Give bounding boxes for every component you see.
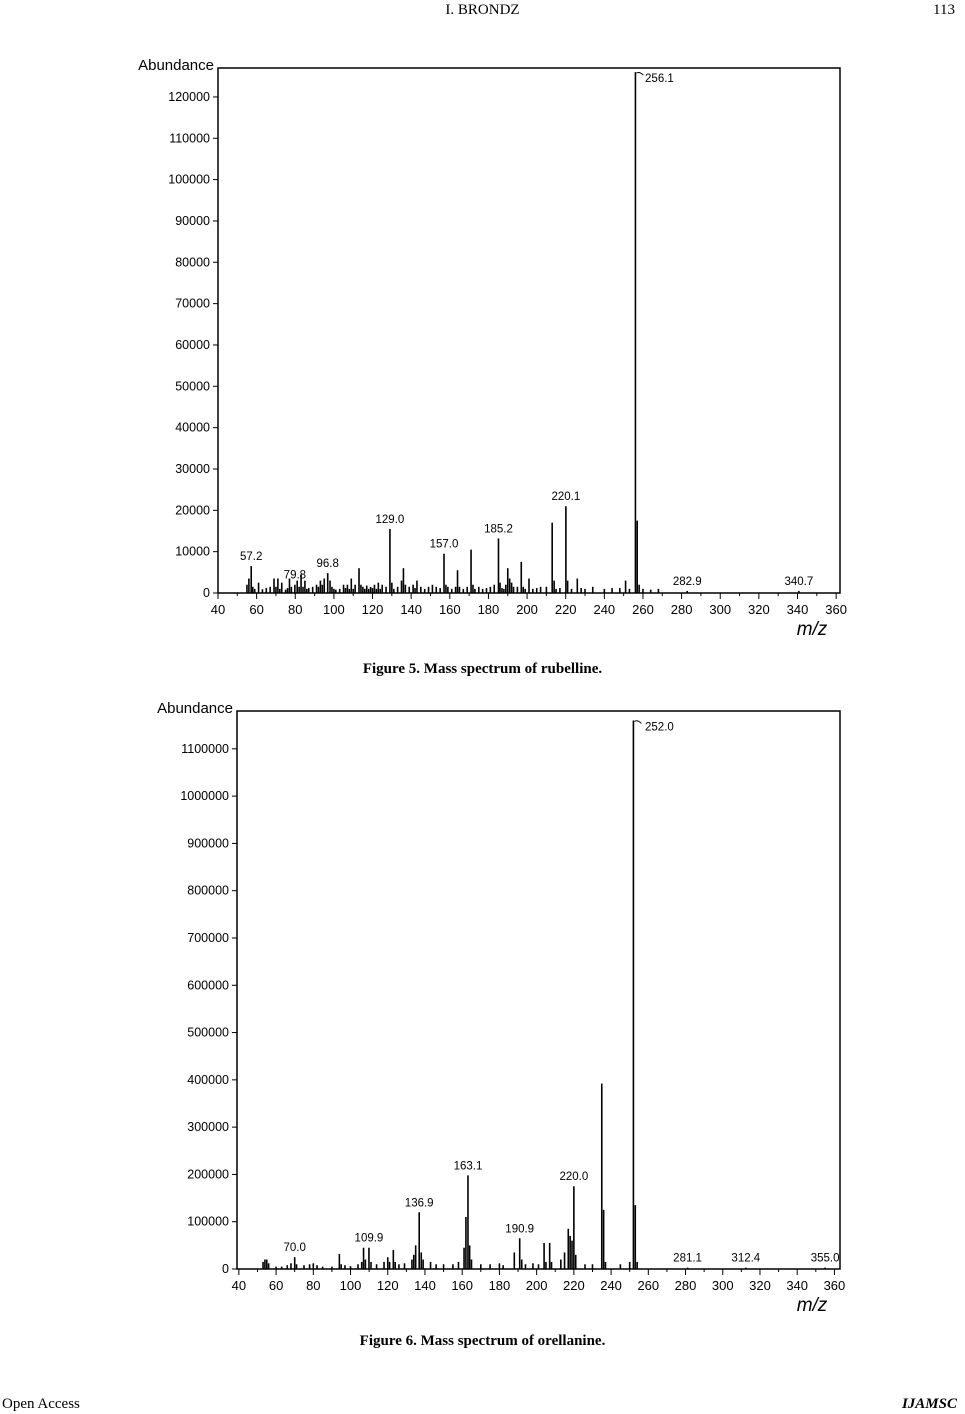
- x-tick-label: 320: [748, 602, 770, 617]
- y-axis-label: Abundance: [157, 700, 233, 717]
- x-tick-label: 80: [288, 602, 303, 617]
- y-tick-label: 0: [203, 586, 210, 600]
- peak-label: 79.8: [283, 569, 307, 582]
- x-axis-label: m/z: [796, 1295, 828, 1316]
- peak-label: 220.0: [559, 1171, 589, 1184]
- x-axis-label: m/z: [796, 619, 828, 640]
- x-tick-label: 360: [825, 602, 847, 617]
- y-tick-label: 10000: [175, 544, 210, 559]
- y-tick-label: 40000: [175, 420, 210, 435]
- y-tick-label: 20000: [175, 503, 210, 518]
- y-tick-label: 110000: [169, 131, 210, 146]
- running-header-author: I. BRONDZ: [445, 2, 520, 18]
- x-tick-label: 320: [749, 1278, 771, 1293]
- y-tick-label: 60000: [175, 337, 210, 352]
- y-tick-label: 700000: [187, 930, 229, 945]
- y-tick-label: 1000000: [180, 789, 229, 804]
- peak-label: 129.0: [375, 513, 405, 526]
- peak-label: 96.8: [316, 558, 339, 571]
- plot-frame: [218, 68, 840, 593]
- x-tick-label: 360: [823, 1278, 846, 1293]
- mass-spectrum-chart-orellanine: [0, 694, 965, 1324]
- peak-label: 340.7: [784, 575, 814, 588]
- y-tick-label: 80000: [175, 255, 210, 270]
- y-tick-label: 90000: [175, 213, 210, 228]
- figure-6-caption: Figure 6. Mass spectrum of orellanine.: [359, 1333, 606, 1349]
- peak-label: 109.9: [354, 1232, 384, 1245]
- x-tick-label: 160: [438, 602, 461, 617]
- y-tick-label: 200000: [187, 1167, 229, 1182]
- annotation-tick: [636, 72, 643, 75]
- peak-label: 185.2: [484, 523, 513, 536]
- x-tick-label: 60: [268, 1278, 284, 1293]
- peak-bars: [247, 72, 799, 593]
- peak-label: 355.0: [810, 1252, 840, 1265]
- x-tick-label: 340: [786, 602, 809, 617]
- y-axis-label: Abundance: [138, 57, 214, 74]
- x-tick-label: 160: [451, 1278, 474, 1293]
- x-tick-label: 220: [563, 1278, 585, 1293]
- plot-frame: [237, 711, 840, 1269]
- x-tick-label: 340: [786, 1278, 809, 1293]
- mass-spectrum-chart-rubelline: [0, 50, 965, 650]
- x-tick-label: 280: [670, 602, 693, 617]
- y-tick-label: 500000: [187, 1025, 229, 1040]
- x-tick-label: 220: [554, 602, 577, 617]
- x-tick-label: 300: [711, 1278, 734, 1293]
- x-tick-label: 100: [323, 602, 345, 617]
- y-tick-label: 50000: [175, 379, 210, 394]
- x-tick-label: 200: [525, 1278, 548, 1293]
- y-tick-label: 800000: [187, 883, 229, 898]
- y-tick-label: 70000: [175, 296, 210, 311]
- x-tick-label: 100: [339, 1278, 362, 1293]
- peak-label: 256.1: [645, 73, 674, 86]
- peak-label: 190.9: [505, 1223, 535, 1236]
- peak-bars: [263, 720, 825, 1269]
- x-tick-label: 120: [361, 602, 384, 617]
- footer-open-access: Open Access: [2, 1396, 80, 1412]
- y-tick-label: 0: [222, 1262, 229, 1276]
- x-tick-label: 120: [376, 1278, 399, 1293]
- peak-label: 281.1: [673, 1252, 702, 1265]
- x-tick-label: 240: [600, 1278, 622, 1293]
- annotation-tick: [634, 721, 641, 724]
- x-tick-label: 60: [249, 602, 264, 617]
- x-tick-label: 180: [488, 1278, 511, 1293]
- y-tick-label: 30000: [175, 461, 210, 476]
- peak-label: 70.0: [283, 1242, 306, 1255]
- figure-5-caption: Figure 5. Mass spectrum of rubelline.: [362, 661, 603, 677]
- x-tick-label: 200: [516, 602, 538, 617]
- y-tick-label: 400000: [187, 1072, 229, 1087]
- peak-label: 163.1: [453, 1160, 483, 1173]
- x-tick-label: 240: [593, 602, 616, 617]
- peak-label: 282.9: [672, 575, 702, 588]
- x-tick-label: 300: [709, 602, 732, 617]
- x-tick-label: 40: [210, 602, 226, 617]
- peak-label: 220.1: [551, 491, 581, 504]
- footer-journal: IJAMSC: [901, 1396, 957, 1412]
- y-tick-label: 100000: [168, 172, 210, 187]
- x-tick-label: 260: [637, 1278, 660, 1293]
- y-tick-label: 100000: [187, 1214, 229, 1229]
- y-tick-label: 1100000: [181, 741, 229, 756]
- peak-label: 312.4: [731, 1252, 761, 1265]
- x-tick-label: 280: [674, 1278, 697, 1293]
- y-tick-label: 600000: [187, 978, 229, 993]
- x-tick-label: 140: [400, 602, 423, 617]
- peak-label: 136.9: [404, 1197, 434, 1210]
- y-tick-label: 120000: [168, 89, 210, 104]
- y-tick-label: 300000: [187, 1120, 229, 1135]
- x-tick-label: 260: [632, 602, 654, 617]
- x-tick-label: 40: [231, 1278, 247, 1293]
- peak-label: 57.2: [240, 551, 263, 564]
- peak-label: 252.0: [645, 721, 674, 734]
- page-number: 113: [933, 2, 955, 18]
- y-tick-label: 900000: [187, 836, 229, 851]
- x-tick-label: 140: [414, 1278, 436, 1293]
- x-tick-label: 80: [306, 1278, 321, 1293]
- x-tick-label: 180: [477, 602, 500, 617]
- peak-label: 157.0: [429, 538, 459, 551]
